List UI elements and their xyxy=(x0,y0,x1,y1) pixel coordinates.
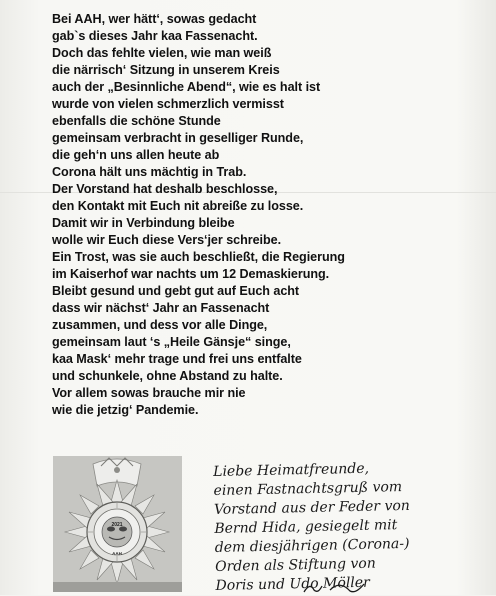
medal-year: 2021 xyxy=(111,522,123,528)
poem-line: wolle wir Euch diese Vers‘jer schreibe. xyxy=(52,233,282,247)
note-line: Doris und Udo Möller xyxy=(215,574,370,594)
poem-line: wie die jetzig‘ Pandemie. xyxy=(52,403,199,417)
note-line: dem diesjährigen (Corona-) xyxy=(214,535,410,556)
poem-line: gemeinsam laut ‘s „Heile Gänsje“ singe, xyxy=(52,335,291,349)
handwritten-note xyxy=(213,457,496,596)
poem-line: Corona hält uns mächtig in Trab. xyxy=(52,165,247,179)
poem-line: wurde von vielen schmerzlich vermisst xyxy=(52,97,284,111)
poem-line: Doch das fehlte vielen, wie man weiß xyxy=(52,46,272,60)
note-line: Vorstand aus der Feder von xyxy=(213,497,411,518)
signature-scribble xyxy=(300,578,380,595)
medal-image xyxy=(53,456,182,592)
poem-line: Ein Trost, was sie auch beschließt, die Regierung xyxy=(52,250,345,264)
poem-line: Der Vorstand hat deshalb beschlosse, xyxy=(52,182,278,196)
poem-line: zusammen, und dess vor alle Dinge, xyxy=(52,318,268,332)
poem-line: ebenfalls die schöne Stunde xyxy=(52,114,221,128)
poem-block xyxy=(52,11,472,419)
poem-line: Bleibt gesund und gebt gut auf Euch acht xyxy=(52,284,300,298)
note-line: einen Fastnachtsgruß vom xyxy=(213,479,403,499)
note-line: Bernd Hida, gesiegelt mit xyxy=(214,517,398,537)
poem-line: Vor allem sowas brauche mir nie xyxy=(52,386,246,400)
poem-line: die geh‘n uns allen heute ab xyxy=(52,148,220,162)
poem-line: im Kaiserhof war nachts um 12 Demaskierung. xyxy=(52,267,330,281)
poem-line: den Kontakt mit Euch nit abreiße zu losse. xyxy=(52,199,304,213)
note-line: Orden als Stiftung von xyxy=(215,555,376,575)
poem-line: die närrisch‘ Sitzung in unserem Kreis xyxy=(52,63,280,77)
note-line: Liebe Heimatfreunde, xyxy=(213,460,370,480)
poem-line: kaa Mask‘ mehr trage und frei uns entfalte xyxy=(52,352,302,366)
poem-line: auch der „Besinnliche Abend“, wie es halt ist xyxy=(52,80,321,94)
poem-line: und schunkele, ohne Abstand zu halte. xyxy=(52,369,283,383)
poem-line: gab`s dieses Jahr kaa Fassenacht. xyxy=(52,29,258,43)
poem-line: dass wir nächst‘ Jahr an Fassenacht xyxy=(52,301,270,315)
poem-line: Bei AAH, wer hätt‘, sowas gedacht xyxy=(52,12,257,26)
medal-photo xyxy=(53,456,182,592)
medal-bottom-text: AAH xyxy=(112,551,122,556)
poem-line: Damit wir in Verbindung bleibe xyxy=(52,216,235,230)
poem-line: gemeinsam verbracht in geselliger Runde, xyxy=(52,131,304,145)
